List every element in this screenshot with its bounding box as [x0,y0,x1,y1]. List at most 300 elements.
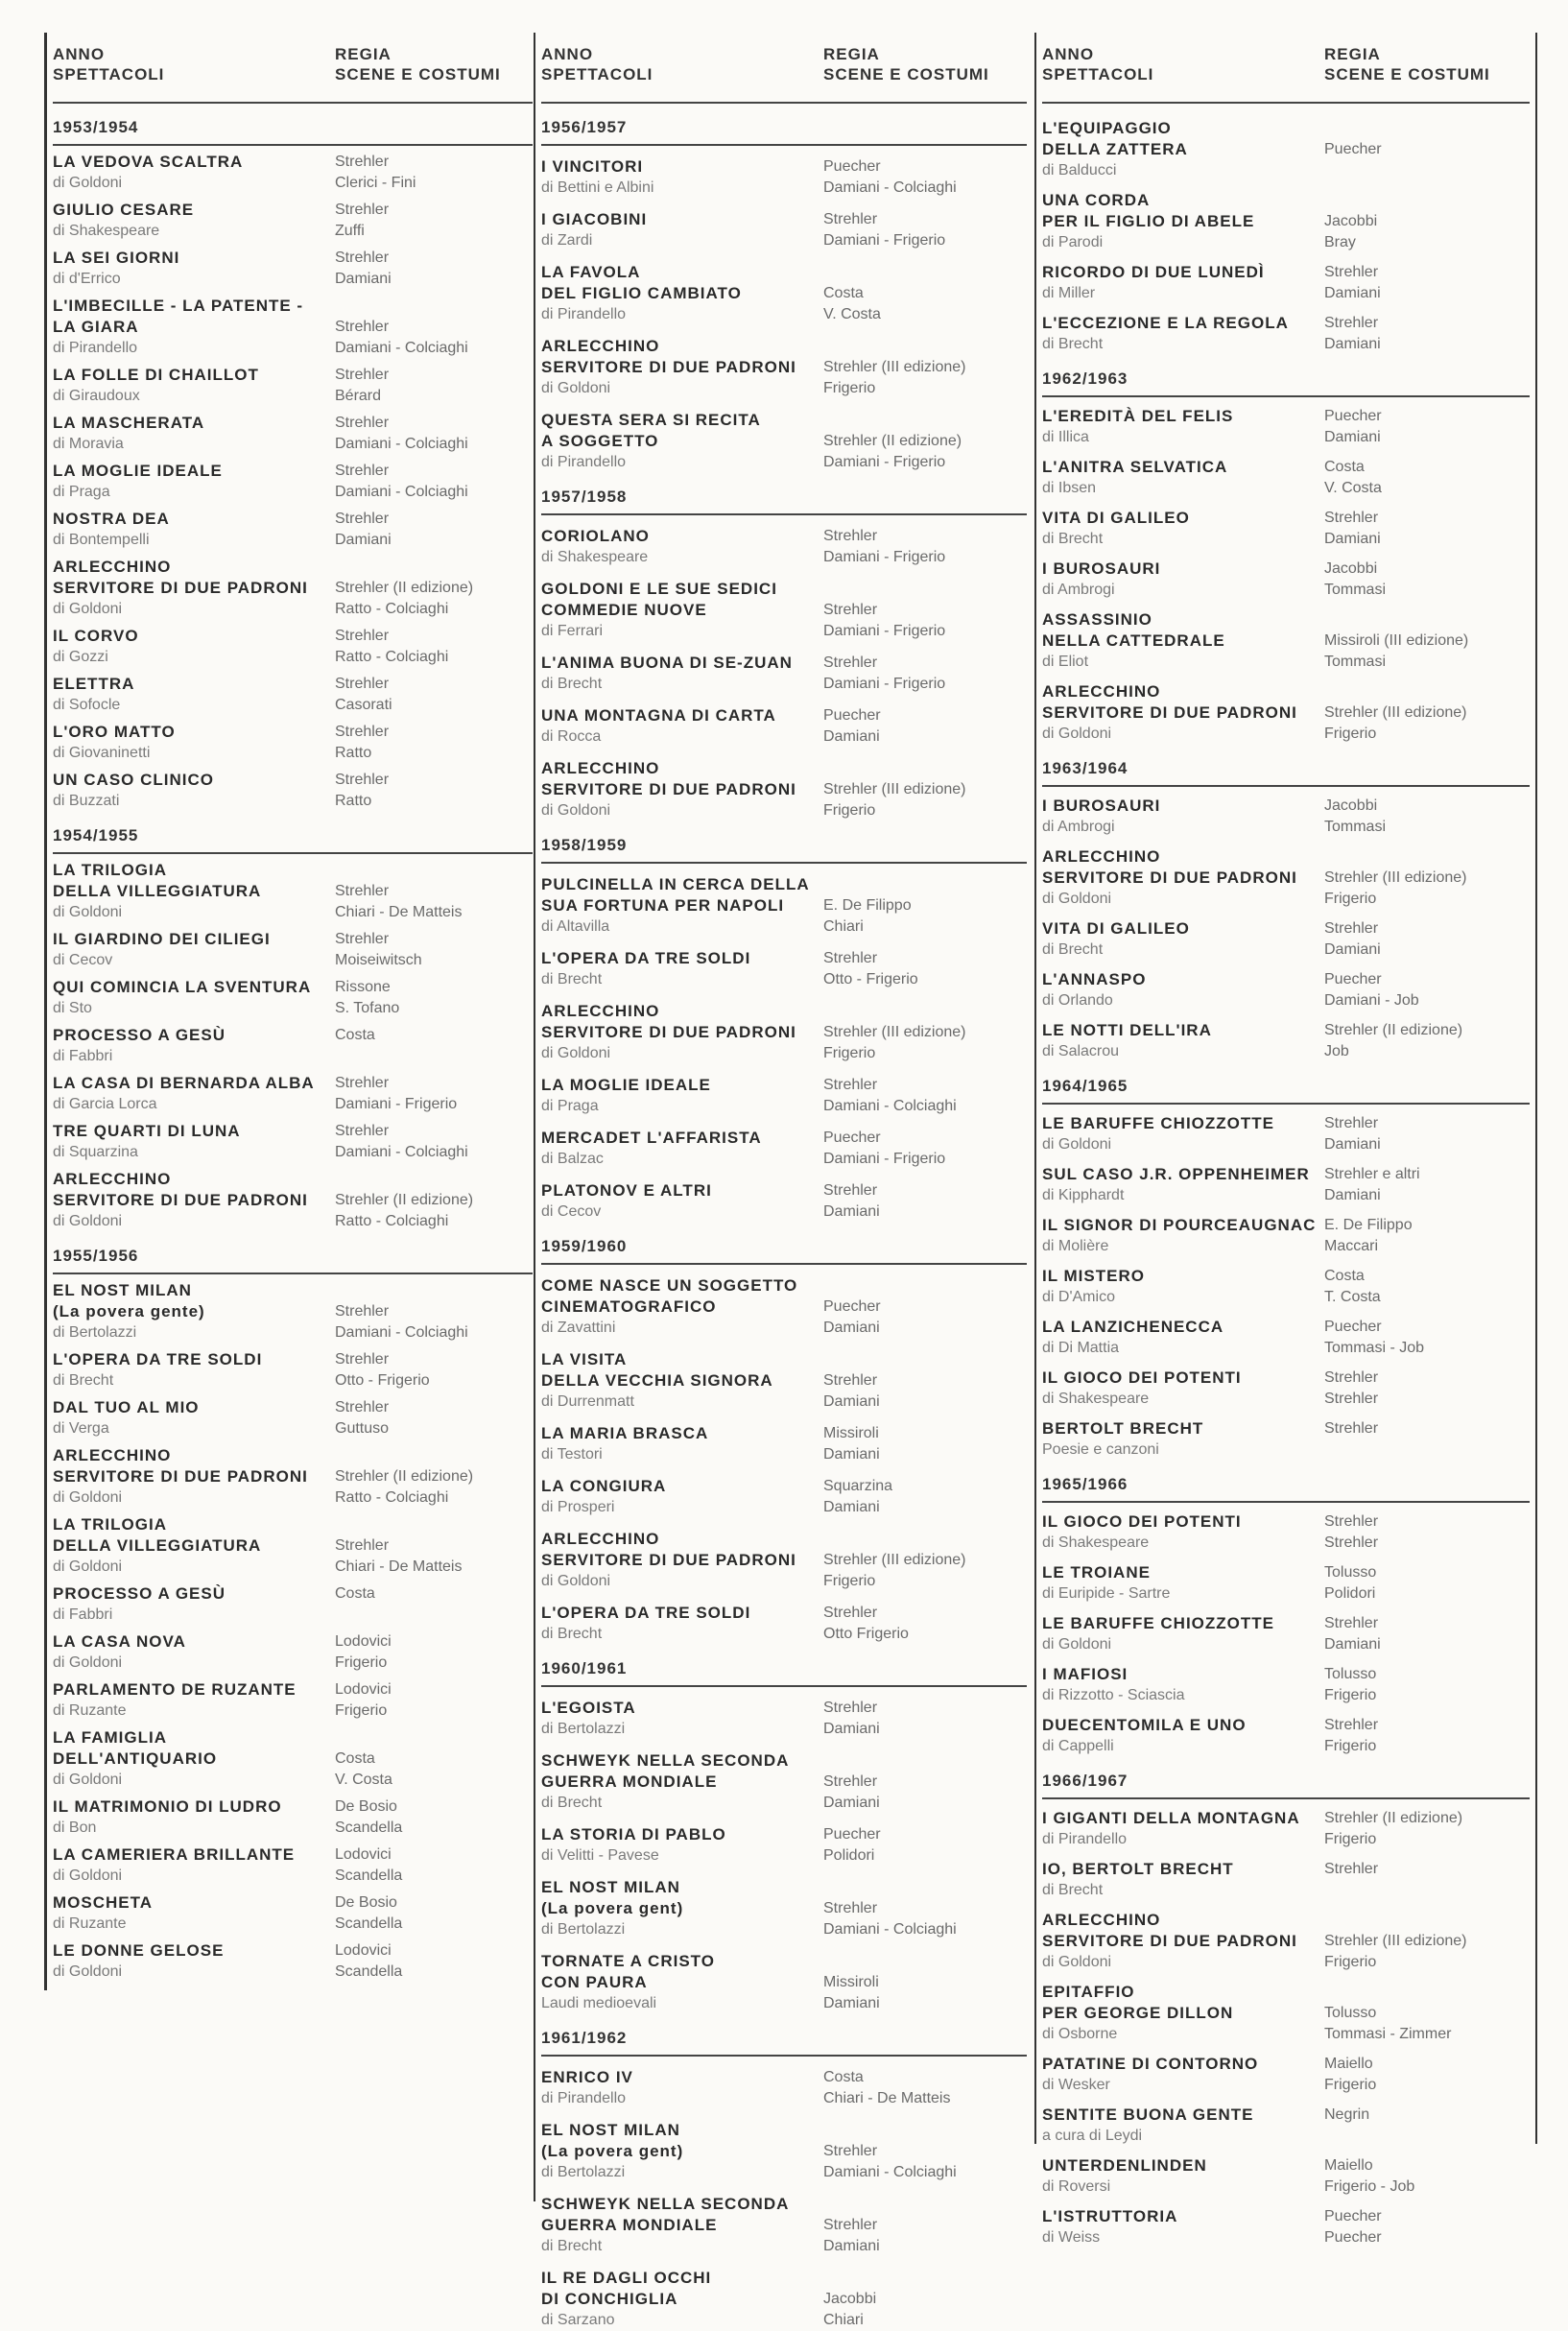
production-author: di Bertolazzi [541,2164,626,2180]
season-year: 1963/1964 [1042,752,1530,787]
production-title: LA FAMIGLIA [53,1728,167,1747]
production-credits [823,209,1027,251]
set-costume-designer: Frigerio [1324,1954,1377,1970]
set-costume-designer: Damiani - Colciaghi [823,179,957,196]
season-year: 1959/1960 [541,1230,1027,1265]
director: Jacobbi [1324,560,1378,577]
set-costume-designer: Tommasi - Job [1324,1340,1425,1356]
production-title: EL NOST MILAN [53,1281,192,1299]
production-info [541,156,823,199]
production-entry [53,860,533,923]
production-author: di Giovaninetti [53,745,151,761]
production-credits [335,1025,533,1067]
production-title: SCHWEYK NELLA SECONDA [541,2195,790,2213]
production-author: di Garcia Lorca [53,1096,157,1112]
production-title: ELETTRA [53,675,135,693]
production-credits [823,579,1027,642]
production-title: ENRICO IV [541,2068,633,2086]
director: Puecher [1324,408,1382,424]
director: Puecher [1324,141,1382,157]
director: Strehler (II edizione) [1324,1810,1463,1826]
production-credits [335,1514,533,1578]
production-entry [541,1603,1027,1645]
production-entry [541,209,1027,251]
production-title: ASSASSINIO [1042,610,1152,629]
set-costume-designer: Frigerio [823,1573,876,1589]
production-title: MERCADET L'AFFARISTA [541,1129,762,1147]
director: Lodovici [335,1633,392,1650]
production-credits [1324,262,1530,304]
column-1 [44,33,533,1990]
director: De Bosio [335,1894,397,1911]
production-author: di Brecht [541,2238,603,2254]
set-costume-designer: Damiani - Job [1324,992,1419,1009]
set-costume-designer: Zuffi [335,223,365,239]
production-title: PLATONOV E ALTRI [541,1181,712,1200]
production-title: IL MISTERO [1042,1267,1145,1285]
production-title: IL RE DAGLI OCCHI [541,2269,712,2287]
production-info [541,410,823,473]
director: Squarzina [823,1478,893,1494]
production-author: di Orlando [1042,992,1113,1009]
production-author: di Miller [1042,285,1096,301]
production-author: di Goldoni [53,601,123,617]
director: Strehler [335,1075,390,1091]
production-title: GOLDONI E LE SUE SEDICI [541,580,777,598]
production-author: di Verga [53,1420,109,1437]
production-title: LA GIARA [53,318,139,336]
production-info [541,526,823,568]
set-costume-designer: Puecher [1324,2229,1382,2246]
production-entry [1042,118,1530,181]
production-entry [1042,1613,1530,1655]
set-costume-designer: Frigerio [823,802,876,819]
production-info [53,509,335,551]
production-info [541,209,823,251]
production-author: di Pirandello [53,340,138,356]
set-costume-designer: Bérard [335,388,382,404]
production-info [541,2120,823,2183]
season-year: 1962/1963 [1042,363,1530,397]
set-costume-designer: Ratto [335,745,372,761]
header-label: SCENE E COSTUMI [1324,65,1490,83]
production-info [53,1280,335,1344]
production-credits [823,1075,1027,1117]
production-author: di Cecov [53,952,113,968]
spacer [823,410,1027,431]
header-label: SPETTACOLI [541,65,653,83]
season-section [1042,104,1530,355]
director: Strehler [1324,1717,1379,1733]
director: Strehler [823,654,878,671]
production-title: SERVITORE DI DUE PADRONI [1042,703,1297,722]
director: Strehler [335,463,390,479]
production-entry [1042,1368,1530,1410]
production-title: ARLECCHINO [1042,847,1161,866]
production-title: LA MASCHERATA [53,414,205,432]
set-costume-designer: Damiani [1324,1636,1381,1653]
set-costume-designer: Ratto - Colciaghi [335,1489,449,1506]
production-author: di Bontempelli [53,532,150,548]
spacer [823,758,1027,779]
production-credits [335,770,533,812]
production-title: COMMEDIE NUOVE [541,601,707,619]
production-entry [53,1445,533,1509]
director: Maiello [1324,2056,1373,2072]
production-entry [541,156,1027,199]
director: Costa [1324,1268,1365,1284]
set-costume-designer: Damiani - Colciaghi [335,484,468,500]
header-spettacoli [541,44,823,102]
set-costume-designer: Guttuso [335,1420,390,1437]
production-info [53,1892,335,1935]
production-info [53,1514,335,1578]
set-costume-designer: Casorati [335,697,392,713]
production-author: di Shakespeare [1042,1391,1150,1407]
director: Strehler [335,1399,390,1415]
production-title: L'OPERA DA TRE SOLDI [541,949,751,967]
production-entry [53,626,533,668]
director: Lodovici [335,1681,392,1698]
production-title: L'OPERA DA TRE SOLDI [53,1350,263,1368]
set-costume-designer: Ratto - Colciaghi [335,649,449,665]
production-entry [1042,681,1530,745]
set-costume-designer: Frigerio [1324,2077,1377,2093]
season-year: 1958/1959 [541,829,1027,864]
production-entry [541,579,1027,642]
production-entry [541,1824,1027,1867]
season-year: 1954/1955 [53,820,533,854]
header-label: SCENE E COSTUMI [335,65,501,83]
production-author: di Bertolazzi [541,1721,626,1737]
production-author: di Sto [53,1000,92,1016]
spacer [335,1445,533,1466]
production-info [541,1698,823,1740]
production-author: di Giraudoux [53,388,140,404]
production-info [541,705,823,748]
production-entry [53,1169,533,1232]
set-costume-designer: Frigerio [1324,1831,1377,1847]
set-costume-designer: Chiari - De Matteis [335,904,463,920]
production-entry [1042,457,1530,499]
set-costume-designer: Damiani [823,728,880,745]
production-credits [823,526,1027,568]
production-info [541,1001,823,1064]
production-credits [335,296,533,359]
production-info [541,758,823,821]
production-author: di Altavilla [541,918,610,935]
production-entry [1042,262,1530,304]
production-author: di Brecht [541,971,603,987]
director: Strehler [335,772,390,788]
spacer [823,579,1027,600]
production-credits [823,156,1027,199]
production-entry [541,653,1027,695]
production-credits [823,1877,1027,1940]
set-costume-designer: Scandella [335,1915,403,1932]
production-credits [335,1583,533,1626]
director: Costa [335,1027,375,1043]
production-info [541,579,823,642]
production-title: UN CASO CLINICO [53,771,214,789]
production-author: di Balducci [1042,162,1117,178]
production-credits [1324,2155,1530,2198]
production-info [541,1529,823,1592]
production-author: di Squarzina [53,1144,138,1160]
production-info [1042,313,1324,355]
director: Strehler [335,202,390,218]
production-title: EL NOST MILAN [541,1878,680,1896]
production-title: CINEMATOGRAFICO [541,1297,717,1316]
season-section [1042,752,1530,1062]
production-info [541,1877,823,1940]
production-entry [1042,1511,1530,1554]
production-title: LE DONNE GELOSE [53,1941,225,1960]
director: Strehler (III edizione) [823,781,966,797]
production-entry [1042,2054,1530,2096]
season-year: 1961/1962 [541,2022,1027,2057]
production-entry [1042,1266,1530,1308]
set-costume-designer: Damiani - Colciaghi [823,2164,957,2180]
production-credits [1324,1020,1530,1062]
spacer [1324,846,1530,868]
production-entry [53,1727,533,1791]
production-author: di Shakespeare [1042,1534,1150,1551]
production-entry [1042,508,1530,550]
production-credits [1324,457,1530,499]
spacer [823,1349,1027,1370]
set-costume-designer: Frigerio [823,380,876,396]
season-section [1042,1468,1530,1757]
director: Puecher [1324,1319,1382,1335]
production-title: DELLA ZATTERA [1042,140,1188,158]
director: Costa [823,285,864,301]
production-entry [541,1275,1027,1339]
production-entry [53,1583,533,1626]
production-entry [1042,1020,1530,1062]
production-author: di Buzzati [53,793,120,809]
season-year: 1957/1958 [541,481,1027,515]
production-author: di Brecht [1042,531,1104,547]
spacer [823,1529,1027,1550]
production-title: L'ECCEZIONE E LA REGOLA [1042,314,1289,332]
production-credits [335,1727,533,1791]
production-entry [53,413,533,455]
director: Strehler [1324,920,1379,937]
production-info [53,1349,335,1391]
director: Strehler [335,250,390,266]
production-title: SCHWEYK NELLA SECONDA [541,1751,790,1770]
set-costume-designer: Job [1324,1043,1349,1059]
set-costume-designer: Damiani [1324,336,1381,352]
set-costume-designer: Damiani [335,271,392,287]
production-info [1042,918,1324,961]
production-title: I VINCITORI [541,157,644,176]
director: Strehler [1324,1115,1379,1131]
production-credits [335,977,533,1019]
production-author: di Bettini e Albini [541,179,654,196]
production-title: L'ANITRA SELVATICA [1042,458,1228,476]
production-title: DELL'ANTIQUARIO [53,1749,218,1768]
production-info [1042,457,1324,499]
production-author: di Testori [541,1446,603,1463]
season-section [541,1230,1027,1645]
director: Strehler (II edizione) [335,1468,474,1485]
production-author: di d'Errico [53,271,121,287]
production-title: DELLA VECCHIA SIGNORA [541,1371,773,1390]
production-author: di Goldoni [53,1654,123,1671]
production-credits [823,1476,1027,1518]
director: Strehler (III edizione) [1324,704,1467,721]
header-spettacoli [53,44,335,102]
production-info [53,1844,335,1887]
production-author: di Cecov [541,1203,602,1220]
season-section [1042,1070,1530,1461]
spacer [335,1280,533,1301]
production-title: LE TROIANE [1042,1563,1151,1582]
director: Missiroli [823,1425,879,1441]
production-author: di Brecht [541,1626,603,1642]
set-costume-designer: Damiani [1324,285,1381,301]
set-costume-designer: Damiani - Colciaghi [335,340,468,356]
production-entry [1042,313,1530,355]
production-info [53,461,335,503]
production-credits [1324,1266,1530,1308]
production-author: di Wesker [1042,2077,1110,2093]
production-credits [823,1349,1027,1413]
spacer [823,1951,1027,1972]
production-title: LA VISITA [541,1350,628,1368]
production-title: PER GEORGE DILLON [1042,2004,1234,2022]
production-info [53,1169,335,1232]
director: Jacobbi [1324,213,1378,229]
production-title: ARLECCHINO [1042,1911,1161,1929]
director: Strehler [823,1372,878,1389]
production-title: TORNATE A CRISTO [541,1952,715,1970]
production-credits [1324,1317,1530,1359]
production-author: di Brecht [541,1795,603,1811]
production-title: LA MOGLIE IDEALE [53,462,223,480]
production-entry [541,2067,1027,2109]
season-section [53,111,533,812]
production-credits [335,413,533,455]
season-section [53,820,533,1232]
production-credits [1324,681,1530,745]
set-costume-designer: Tommasi [1324,819,1387,835]
production-credits [335,1940,533,1983]
production-entry [541,1180,1027,1223]
production-credits [335,248,533,290]
production-info [1042,1715,1324,1757]
production-info [1042,559,1324,601]
set-costume-designer: V. Costa [335,1772,392,1788]
production-credits [823,262,1027,325]
season-year: 1965/1966 [1042,1468,1530,1503]
production-credits [335,1631,533,1674]
production-credits [823,705,1027,748]
set-costume-designer: V. Costa [823,306,881,322]
production-title: I BUROSAURI [1042,797,1161,815]
director: Strehler [823,1700,878,1716]
production-credits [1324,846,1530,910]
production-title: L'ANIMA BUONA DI SE-ZUAN [541,654,793,672]
production-entry [53,1025,533,1067]
production-credits [335,929,533,971]
production-entry [1042,190,1530,253]
production-entry [53,674,533,716]
production-info [1042,681,1324,745]
production-title: LA FOLLE DI CHAILLOT [53,366,259,384]
production-info [1042,2054,1324,2096]
production-info [1042,1808,1324,1850]
production-entry [541,1951,1027,2014]
production-author: di Molière [1042,1238,1109,1254]
production-credits [1324,1715,1530,1757]
production-info [53,929,335,971]
production-title: IL MATRIMONIO DI LUDRO [53,1797,282,1816]
column-3 [1034,33,1537,2246]
set-costume-designer: Frigerio [335,1702,388,1719]
production-author: di Durrenmatt [541,1393,634,1410]
production-author: di Osborne [1042,2026,1118,2042]
season-section [541,829,1027,1223]
production-entry [1042,2155,1530,2198]
production-credits [1324,609,1530,673]
director: De Bosio [335,1798,397,1815]
director: Strehler [335,154,390,170]
director: Strehler [335,883,390,899]
spacer [823,1750,1027,1772]
production-title: I MAFIOSI [1042,1665,1128,1683]
production-credits [1324,406,1530,448]
set-costume-designer: Polidori [823,1847,875,1864]
production-info [541,2067,823,2109]
production-credits [823,1180,1027,1223]
set-costume-designer: Damiani [1324,1136,1381,1153]
production-title: NELLA CATTEDRALE [1042,631,1225,650]
production-author: di Praga [541,1098,599,1114]
director: Maiello [1324,2157,1373,2174]
production-title: TRE QUARTI DI LUNA [53,1122,241,1140]
production-info [541,1128,823,1170]
production-info [1042,1317,1324,1359]
production-title: DEL FIGLIO CAMBIATO [541,284,742,302]
spacer [335,860,533,881]
set-costume-designer: Scandella [335,1963,403,1980]
set-costume-designer: Damiani [823,1320,880,1336]
production-author: di Pirandello [541,454,627,470]
production-title: LA LANZICHENECCA [1042,1318,1224,1336]
production-title: IL GIARDINO DEI CILIEGI [53,930,271,948]
production-title: L'ANNASPO [1042,970,1147,988]
production-info [541,1476,823,1518]
production-entry [1042,1113,1530,1155]
header-label: ANNO [541,45,594,63]
production-title: IL GIOCO DEI POTENTI [1042,1368,1242,1387]
production-info [541,948,823,990]
production-author: di Cappelli [1042,1738,1114,1754]
production-entry [1042,969,1530,1011]
director: Strehler [335,367,390,383]
season-year: 1955/1956 [53,1240,533,1274]
production-title: ARLECCHINO [53,1446,172,1464]
director: Missiroli [823,1974,879,1990]
production-author: Poesie e canzoni [1042,1441,1159,1458]
production-credits [1324,1613,1530,1655]
production-author: di Kipphardt [1042,1187,1125,1203]
production-title: QUESTA SERA SI RECITA [541,411,761,429]
production-credits [823,2067,1027,2109]
